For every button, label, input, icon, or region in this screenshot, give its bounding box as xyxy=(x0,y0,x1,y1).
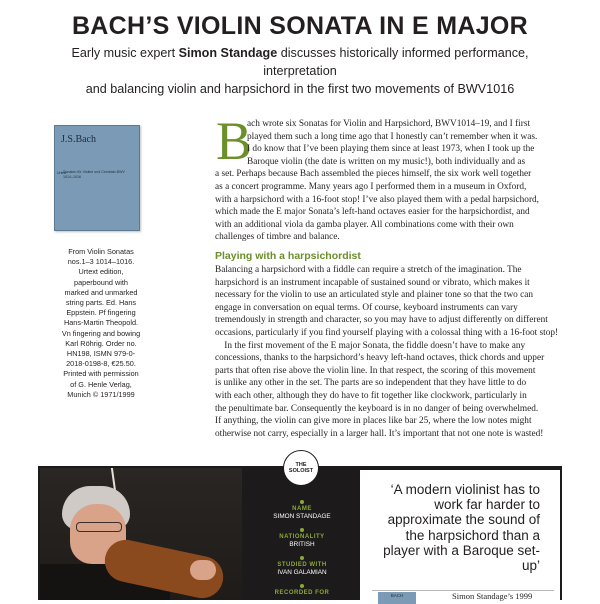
body-line: In the first movement of the E major Sonata, the fiddle doesn’t have to make any xyxy=(215,340,526,351)
badge-line: SOLOIST xyxy=(288,468,314,474)
body-line: tremendously in strength and character, so you may have to adjust differently on different xyxy=(215,315,548,326)
caption-line: Eppstein. Pf fingering xyxy=(66,308,136,318)
soloist-photo xyxy=(40,468,242,600)
caption-line: paperbound with xyxy=(74,277,128,287)
body-line: I do know that I’ve been playing them since at least 1973, when I took up the xyxy=(247,144,535,155)
body-line: occasions, particularly if you find yourself playing with a colossal thing with a 16-foot stop! xyxy=(215,327,559,338)
caption-line: Printed with permission xyxy=(63,369,139,379)
body-line: played them such a long time ago that I honestly can’t remember when it was. xyxy=(247,131,538,142)
fact-recorded-for xyxy=(244,584,360,596)
body-line: If anything, the violin can give more in places like bar 25, where the low notes might xyxy=(215,416,532,427)
body-line: necessary for the violin to use an articulated style and plainer tone so that the two can xyxy=(215,290,534,301)
caption-line: of G. Henle Verlag, xyxy=(70,379,132,389)
article-paragraph-2 xyxy=(215,264,559,440)
bullet-dot-icon xyxy=(300,500,304,504)
caption-line: Karl Röhrig. Order no. xyxy=(65,338,137,348)
score-cover-image xyxy=(54,125,140,231)
body-line: engage in conversation on equal terms. Of course, keyboard instruments can vary xyxy=(215,302,518,313)
body-line: with each other, although they do have to fit together like clockwork, particularly in xyxy=(215,390,527,401)
caption-line: 2018-0198-8, €25.50. xyxy=(66,359,136,369)
bullet-dot-icon xyxy=(300,584,304,588)
fact-nationality xyxy=(244,528,360,548)
glasses-shape xyxy=(76,522,122,532)
standfirst xyxy=(36,44,564,98)
fact-label: NAME xyxy=(292,506,312,512)
body-line: ach wrote six Sonatas for Violin and Harpsichord, BWV1014–19, and I first xyxy=(247,119,531,129)
body-line: a set. Perhaps because Bach assembled the pieces himself, the six work well together xyxy=(215,169,532,180)
caption-line: Hans-Martin Theopold. xyxy=(63,318,139,328)
caption-line: nos.1–3 1014–1016. xyxy=(67,257,135,267)
body-line: is unlike any other in the set. The parts are so independent that they have little to do xyxy=(215,378,527,389)
pull-quote: ‘A modern violinist has to work far harder to approximate the sound of the harpsichord than a player with a Baroque set-up’ xyxy=(383,482,540,574)
soloist-badge xyxy=(283,450,319,486)
fact-studied-with xyxy=(244,556,360,576)
caption-line: HN198, ISMN 979-0- xyxy=(66,349,136,359)
body-line: the penultimate bar. Consequently the keyboard is in no danger of being overwhelmed. xyxy=(215,403,539,414)
caption-line: Urtext edition, xyxy=(78,267,124,277)
body-line: challenges of timbre and balance. xyxy=(215,232,340,243)
body-line: Baroque violin (the date is written on my music!), both individually and as xyxy=(247,156,526,167)
body-line: as a concert programme. Many years ago I performed them in a museum in Oxford, xyxy=(215,181,527,192)
badge-line: THE xyxy=(295,461,307,468)
bullet-dot-icon xyxy=(300,556,304,560)
body-line: Balancing a harpsichord with a fiddle can require a stretch of the imagination. The xyxy=(215,265,522,275)
article-paragraph-1 xyxy=(215,111,555,244)
recording-cover-image: BACH xyxy=(378,592,416,604)
recording-teaser: Simon Standage’s 1999 xyxy=(452,591,533,601)
drop-cap: B xyxy=(216,111,253,171)
body-line: with a harpsichord with a 16-foot stop! I’ve also played them with a pedal harpsichord, xyxy=(215,194,540,205)
caption-line: Munich © 1971/1999 xyxy=(67,389,135,399)
caption-line: Vn fingering and bowing xyxy=(61,328,141,338)
standfirst-post: discusses historically informed performance, interpretation xyxy=(263,46,529,78)
standfirst-line2: and balancing violin and harpsichord in the first two movements of BWV1016 xyxy=(85,82,515,96)
body-line: concessions, thanks to the harpsichord’s heavy left-hand octaves, thick chords and upper xyxy=(215,353,545,364)
fact-label: RECORDED FOR xyxy=(274,590,330,596)
bullet-dot-icon xyxy=(300,528,304,532)
fact-value: IVAN GALAMIAN xyxy=(277,569,327,576)
score-cover-title: J.S.Bach xyxy=(61,134,96,145)
caption-line: marked and unmarked xyxy=(64,287,138,297)
soloist-facts xyxy=(244,466,360,600)
fact-value: BRITISH xyxy=(289,541,315,548)
standfirst-name: Simon Standage xyxy=(178,46,278,60)
headline: BACH’S VIOLIN SONATA IN E MAJOR xyxy=(71,12,529,40)
caption-line: From Violin Sonatas xyxy=(68,247,134,256)
score-cover-subtitle: Sonaten für Violine und Cembalo BWV 1014–1016 xyxy=(63,170,125,179)
section-subhead: Playing with a harpsichordist xyxy=(215,250,361,262)
body-line: harpsichord is an instrument incapable of sustained sound or vibrato, which makes it xyxy=(215,277,530,288)
score-cover-side: Urtext xyxy=(57,171,67,175)
body-line: otherwise not carry, especially in a larger hall. It’s important that not one note is wasted! xyxy=(215,428,544,439)
caption-line: string parts. Ed. Hans xyxy=(65,298,137,308)
fact-label: STUDIED WITH xyxy=(277,562,327,568)
fact-name xyxy=(244,500,360,520)
hand-shape xyxy=(190,560,216,580)
body-line: with an additional viola da gamba player. All combinations come with their own xyxy=(215,219,514,230)
body-line: parts that often rise above the violin line. In that respect, the scoring of this movement xyxy=(215,365,536,376)
standfirst-pre: Early music expert xyxy=(71,46,179,60)
body-line: which made the E major Sonata’s left-hand octaves easier for the harpsichordist, and xyxy=(215,207,530,218)
fact-label: NATIONALITY xyxy=(279,534,325,540)
score-caption xyxy=(40,247,162,400)
fact-value: SIMON STANDAGE xyxy=(273,513,331,520)
